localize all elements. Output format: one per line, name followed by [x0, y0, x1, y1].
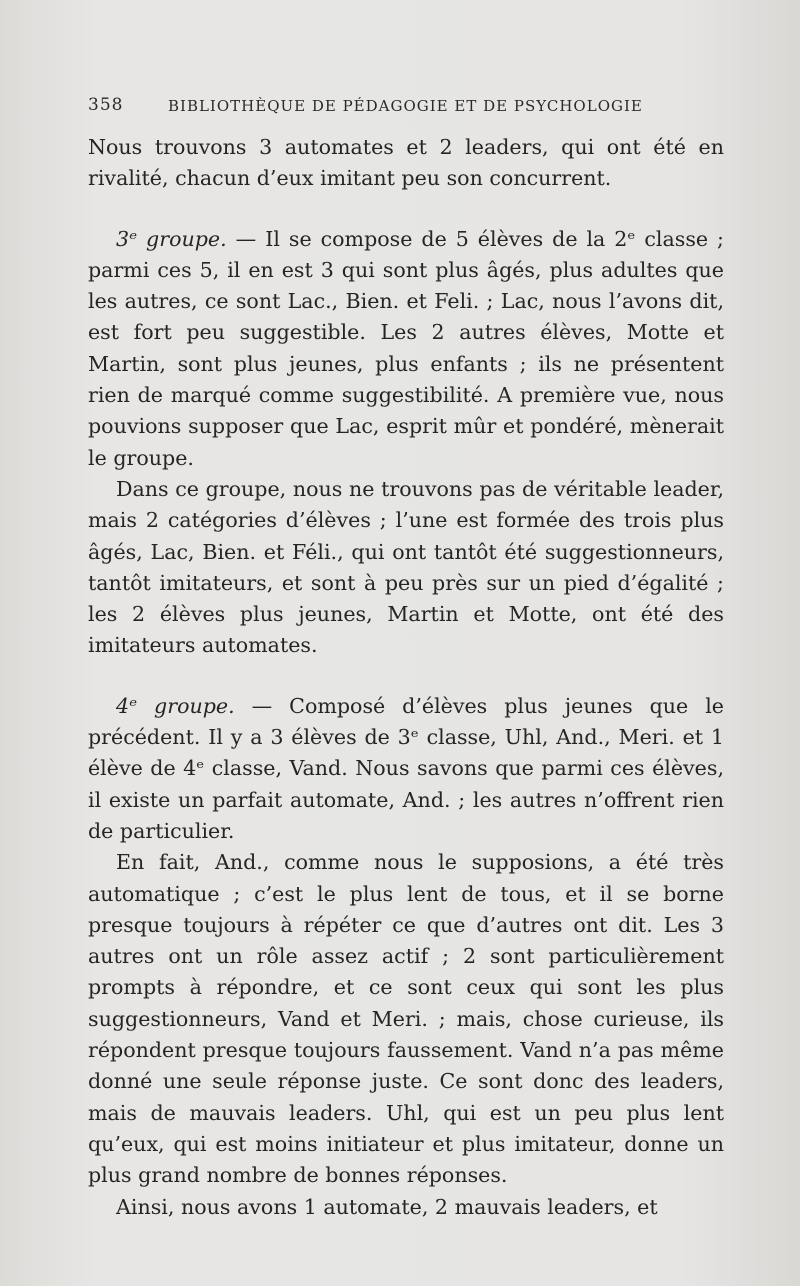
- body-text: [88, 132, 724, 1223]
- paragraph-group-4: [88, 691, 724, 847]
- paragraph-text: Nous trouvons 3 automates et 2 leaders, qui ont été en rivalité, chacun d’eux imitant peu son concurrent.: [88, 135, 724, 191]
- paragraph-group-3: [88, 224, 724, 474]
- paragraph-1: [88, 132, 724, 195]
- paragraph-6: [88, 1192, 724, 1223]
- paragraph-text: — Composé d’élèves plus jeunes que le précédent. Il y a 3 élèves de 3ᵉ classe, Uhl, And., Meri. et 1 élève de 4ᵉ classe, Vand. Nous savons que parmi ces élèves, il existe un parfait automate, And. ; les autres n’offrent rien de particulier.: [88, 693, 724, 843]
- paragraph-text: Dans ce groupe, nous ne trouvons pas de véritable leader, mais 2 catégories d’élèves ; l’une est formée des trois plus âgés, Lac, Bien. et Féli., qui ont tantôt été suggestionneurs, tantôt imitateurs, et sont à peu près sur un pied d’égalité ; les 2 élèves plus jeunes, Martin et Motte, ont été des imitateurs automates.: [88, 476, 724, 658]
- group-3-heading: 3ᵉ groupe.: [116, 226, 227, 251]
- paragraph-3: [88, 474, 724, 662]
- page-number: 358: [88, 95, 124, 115]
- paragraph-5: [88, 847, 724, 1191]
- page-header: [88, 95, 738, 125]
- group-4-heading: 4ᵉ groupe.: [116, 693, 235, 718]
- running-head: BIBLIOTHÈQUE DE PÉDAGOGIE ET DE PSYCHOLOGIE: [168, 97, 643, 115]
- paragraph-text: En fait, And., comme nous le supposions, a été très automatique ; c’est le plus lent de tous, et il se borne presque toujours à répéter ce que d’autres ont dit. Les 3 autres ont un rôle assez actif ; 2 sont particulièrement prompts à répondre, et ce sont ceux qui sont les plus suggestionneurs, Vand et Meri. ; mais, chose curieuse, ils répondent presque toujours faussement. Vand n’a pas même donné une seule réponse juste. Ce sont donc des leaders, mais de mauvais leaders. Uhl, qui est un peu plus lent qu’eux, qui est moins initiateur et plus imitateur, donne un plus grand nombre de bonnes réponses.: [88, 850, 724, 1188]
- paragraph-text: Ainsi, nous avons 1 automate, 2 mauvais leaders, et: [116, 1194, 658, 1219]
- paragraph-text: — Il se compose de 5 élèves de la 2ᵉ classe ; parmi ces 5, il en est 3 qui sont plus âgés, plus adultes que les autres, ce sont Lac., Bien. et Feli. ; Lac, nous l’avons dit, est fort peu suggestible. Les 2 autres élèves, Motte et Martin, sont plus jeunes, plus enfants ; ils ne présentent rien de marqué comme suggestibilité. A première vue, nous pouvions supposer que Lac, esprit mûr et pondéré, mènerait le groupe.: [88, 226, 724, 470]
